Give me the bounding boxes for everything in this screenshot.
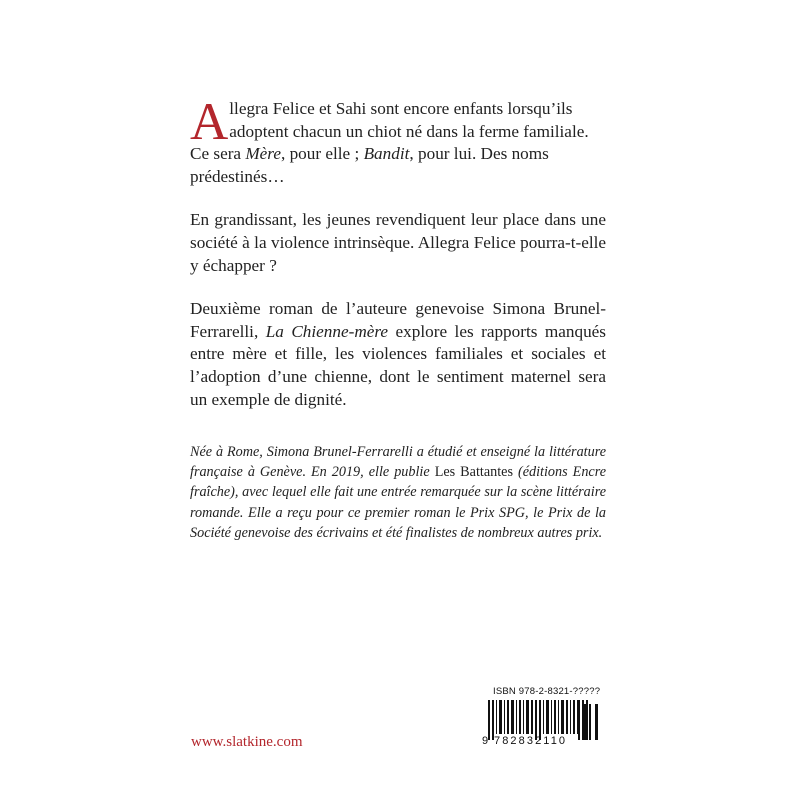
blurb [190, 93, 606, 432]
barcode-icon [488, 700, 590, 740]
isbn-label: ISBN 978-2-8321-????? [493, 686, 601, 697]
barcode-addon-icon [576, 700, 600, 740]
drop-cap: A [190, 93, 229, 151]
blurb-paragraph-2: En grandissant, les jeunes revendiquent leur place dans une société à la violence intrinsèque. Allegra Felice pourra-t-elle y échapper ? [190, 210, 606, 275]
publisher-website[interactable]: www.slatkine.com [191, 734, 303, 750]
ean-first-digit: 9 [482, 735, 489, 747]
previous-book-title: Les Battantes [434, 464, 513, 481]
ean-digits: 782832110 [494, 735, 568, 747]
book-title: La Chienne-mère [265, 321, 389, 341]
blurb-paragraph-1: Allegra Felice et Sahi sont encore enfants lorsqu’ils adoptent chacun un chiot né dans la ferme familiale. Ce sera Mère, pour elle ; Bandit, pour lui. Des noms prédestinés… [190, 93, 589, 186]
author-bio: Née à Rome, Simona Brunel-Ferrarelli a étudié et enseigné la littérature française à Genève. En 2019, elle publie Les Battantes (éditions Encre fraîche), avec lequel elle fait une entrée remarquée sur la scène littéraire romande. Elle a reçu pour ce premier roman le Prix SPG, le Prix de la Société genevoise des écrivains et été finalistes de nombreux autres prix. [190, 444, 607, 541]
blurb-paragraph-3: Deuxième roman de l’auteure genevoise Simona Brunel-Ferrarelli, La Chienne-mère explore les rapports manqués entre mère et fille, les violences familiales et sociales et l’adoption d’une chienne, dont le sentiment maternel sera un exemple de dignité. [190, 299, 606, 409]
